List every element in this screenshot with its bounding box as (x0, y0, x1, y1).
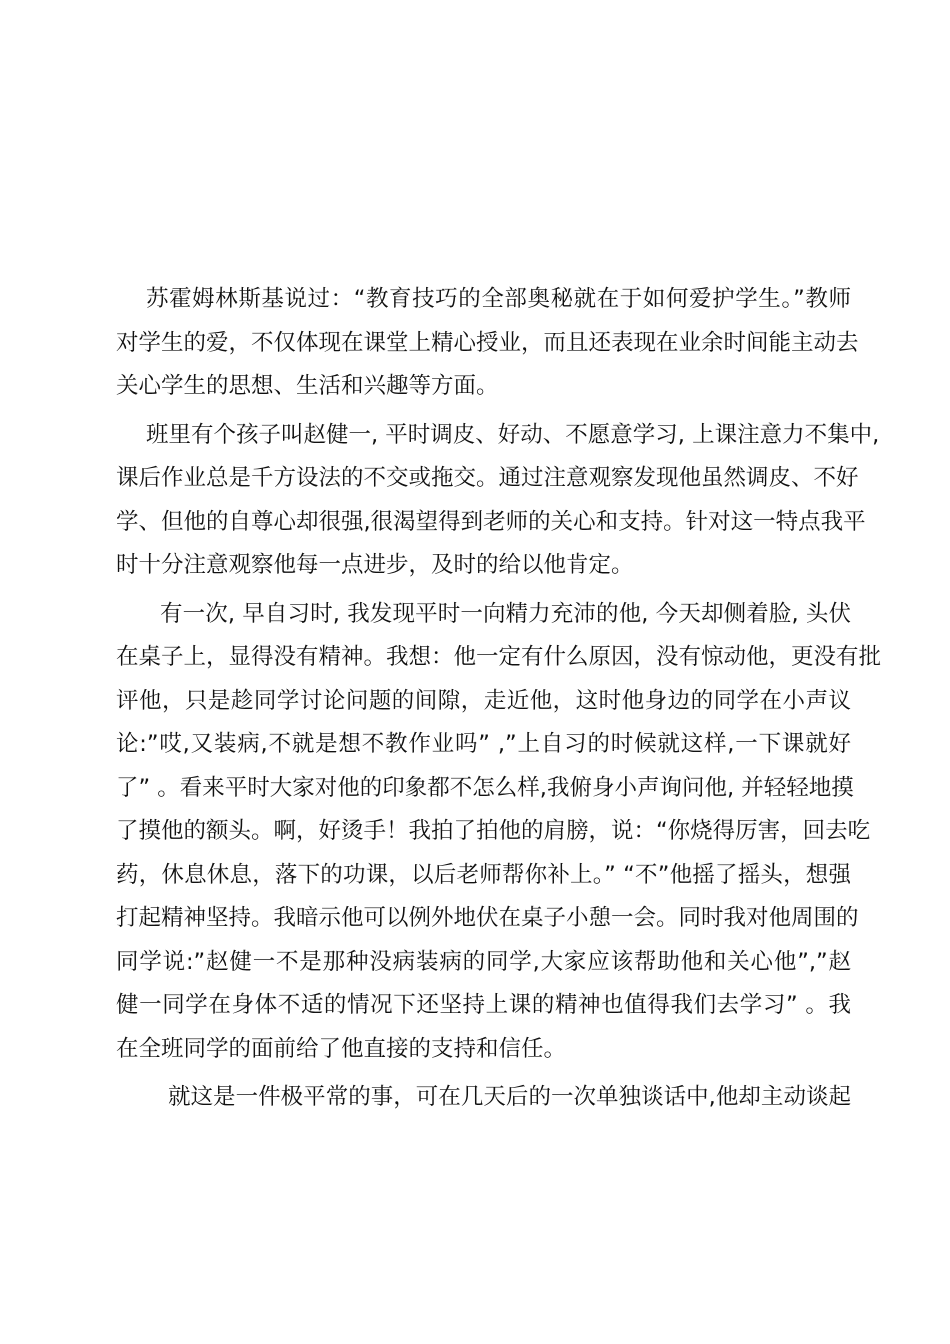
text-line: 评他，只是趁同学讨论问题的间隙，走近他，这时他身边的同学在小声议 (116, 687, 851, 714)
text-line: 药，休息休息，落下的功课，以后老师帮你补上。” “不”他摇了摇头，想强 (116, 861, 851, 888)
paragraph-4 (116, 1076, 851, 1120)
text-line: 健一同学在身体不适的情况下还坚持上课的精神也值得我们去学习” 。我 (116, 992, 851, 1018)
text-line: 学、但他的自尊心却很强,很渴望得到老师的关心和支持。针对这一特点我平 (116, 508, 866, 535)
text-line: 在桌子上，显得没有精神。我想：他一定有什么原因，没有惊动他，更没有批 (116, 644, 882, 670)
text-line: 对学生的爱，不仅体现在课堂上精心授业，而且还表现在业余时间能主动去 (116, 329, 859, 356)
text-line: 课后作业总是千方设法的不交或拖交。通过注意观察发现他虽然调皮、不好 (116, 465, 859, 491)
paragraph-2 (116, 414, 880, 588)
text-line: 同学说:”赵健一不是那种没病装病的同学,大家应该帮助他和关心他”,”赵 (116, 948, 851, 975)
text-line: 论:”哎,又装病,不就是想不教作业吗” ,”上自习的时候就这样,一下课就好 (116, 731, 851, 757)
text-line: 时十分注意观察他每一点进步，及时的给以他肯定。 (116, 552, 634, 578)
text-line: 了” 。看来平时大家对他的印象都不怎么样,我俯身小声询问他, 并轻轻地摸 (116, 774, 854, 801)
text-line: 了摸他的额头。啊，好烫手！我拍了拍他的肩膀，说：“你烧得厉害，回去吃 (116, 818, 871, 844)
text-line: 在全班同学的面前给了他直接的支持和信任。 (116, 1035, 567, 1062)
text-line: 关心学生的思想、生活和兴趣等方面。 (116, 373, 499, 399)
text-line: 班里有个孩子叫赵健一, 平时调皮、好动、不愿意学习, 上课注意力不集中, (146, 421, 880, 448)
text-line: 苏霍姆林斯基说过：“教育技巧的全部奥秘就在于如何爱护学生。”教师 (146, 286, 851, 312)
text-line: 打起精神坚持。我暗示他可以例外地伏在桌子小憩一会。同时我对他周围的 (116, 905, 859, 931)
paragraph-3 (116, 593, 882, 1072)
document-body (116, 278, 882, 1120)
text-line: 有一次, 早自习时, 我发现平时一向精力充沛的他, 今天却侧着脸, 头伏 (160, 600, 851, 627)
paragraph-1 (116, 278, 859, 409)
text-line: 就这是一件极平常的事，可在几天后的一次单独谈话中,他却主动谈起 (168, 1084, 851, 1110)
